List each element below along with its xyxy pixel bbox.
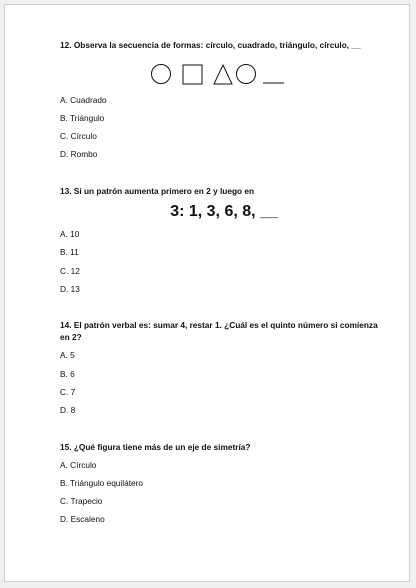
question-13-text: 13. Si un patrón aumenta primero en 2 y luego en	[60, 186, 255, 196]
question-14-option-b: B. 6	[60, 369, 75, 379]
worksheet-page	[4, 4, 410, 582]
question-12-option-d: D. Rombo	[60, 149, 98, 159]
question-13-sequence	[5, 202, 411, 222]
question-14-option-c: C. 7	[60, 387, 76, 397]
shape-sequence	[150, 62, 290, 86]
question-12-option-a: A. Cuadrado	[60, 95, 107, 105]
question-13-option-c: C. 12	[60, 266, 80, 276]
circle-shape	[152, 65, 171, 84]
question-15-option-d: D. Escaleno	[60, 514, 105, 524]
question-15-option-c: C. Trapecio	[60, 496, 103, 506]
question-14-option-a: A. 5	[60, 350, 75, 360]
question-13-option-a: A. 10	[60, 229, 80, 239]
question-13-option-b: B. 11	[60, 247, 79, 257]
question-15-option-a: A. Círculo	[60, 460, 97, 470]
question-13-option-d: D. 13	[60, 284, 80, 294]
question-15-option-b: B. Triángulo equilátero	[60, 478, 144, 488]
question-14-text-line2: en 2?	[60, 332, 82, 342]
question-15-text: 15. ¿Qué figura tiene más de un eje de simetría?	[60, 442, 251, 452]
triangle-shape	[214, 65, 232, 84]
question-12-option-b: B. Triángulo	[60, 113, 105, 123]
circle-shape	[237, 65, 256, 84]
sequence-text: 3: 1, 3, 6, 8, __	[170, 203, 278, 220]
question-14-option-d: D. 8	[60, 405, 76, 415]
question-12-text: 12. Observa la secuencia de formas: círculo, cuadrado, triángulo, círculo, __	[60, 40, 361, 50]
question-14-text-line1: 14. El patrón verbal es: sumar 4, restar 1. ¿Cuál es el quinto número si comienza	[60, 320, 378, 330]
square-shape	[183, 65, 202, 84]
question-12-option-c: C. Círculo	[60, 131, 97, 141]
